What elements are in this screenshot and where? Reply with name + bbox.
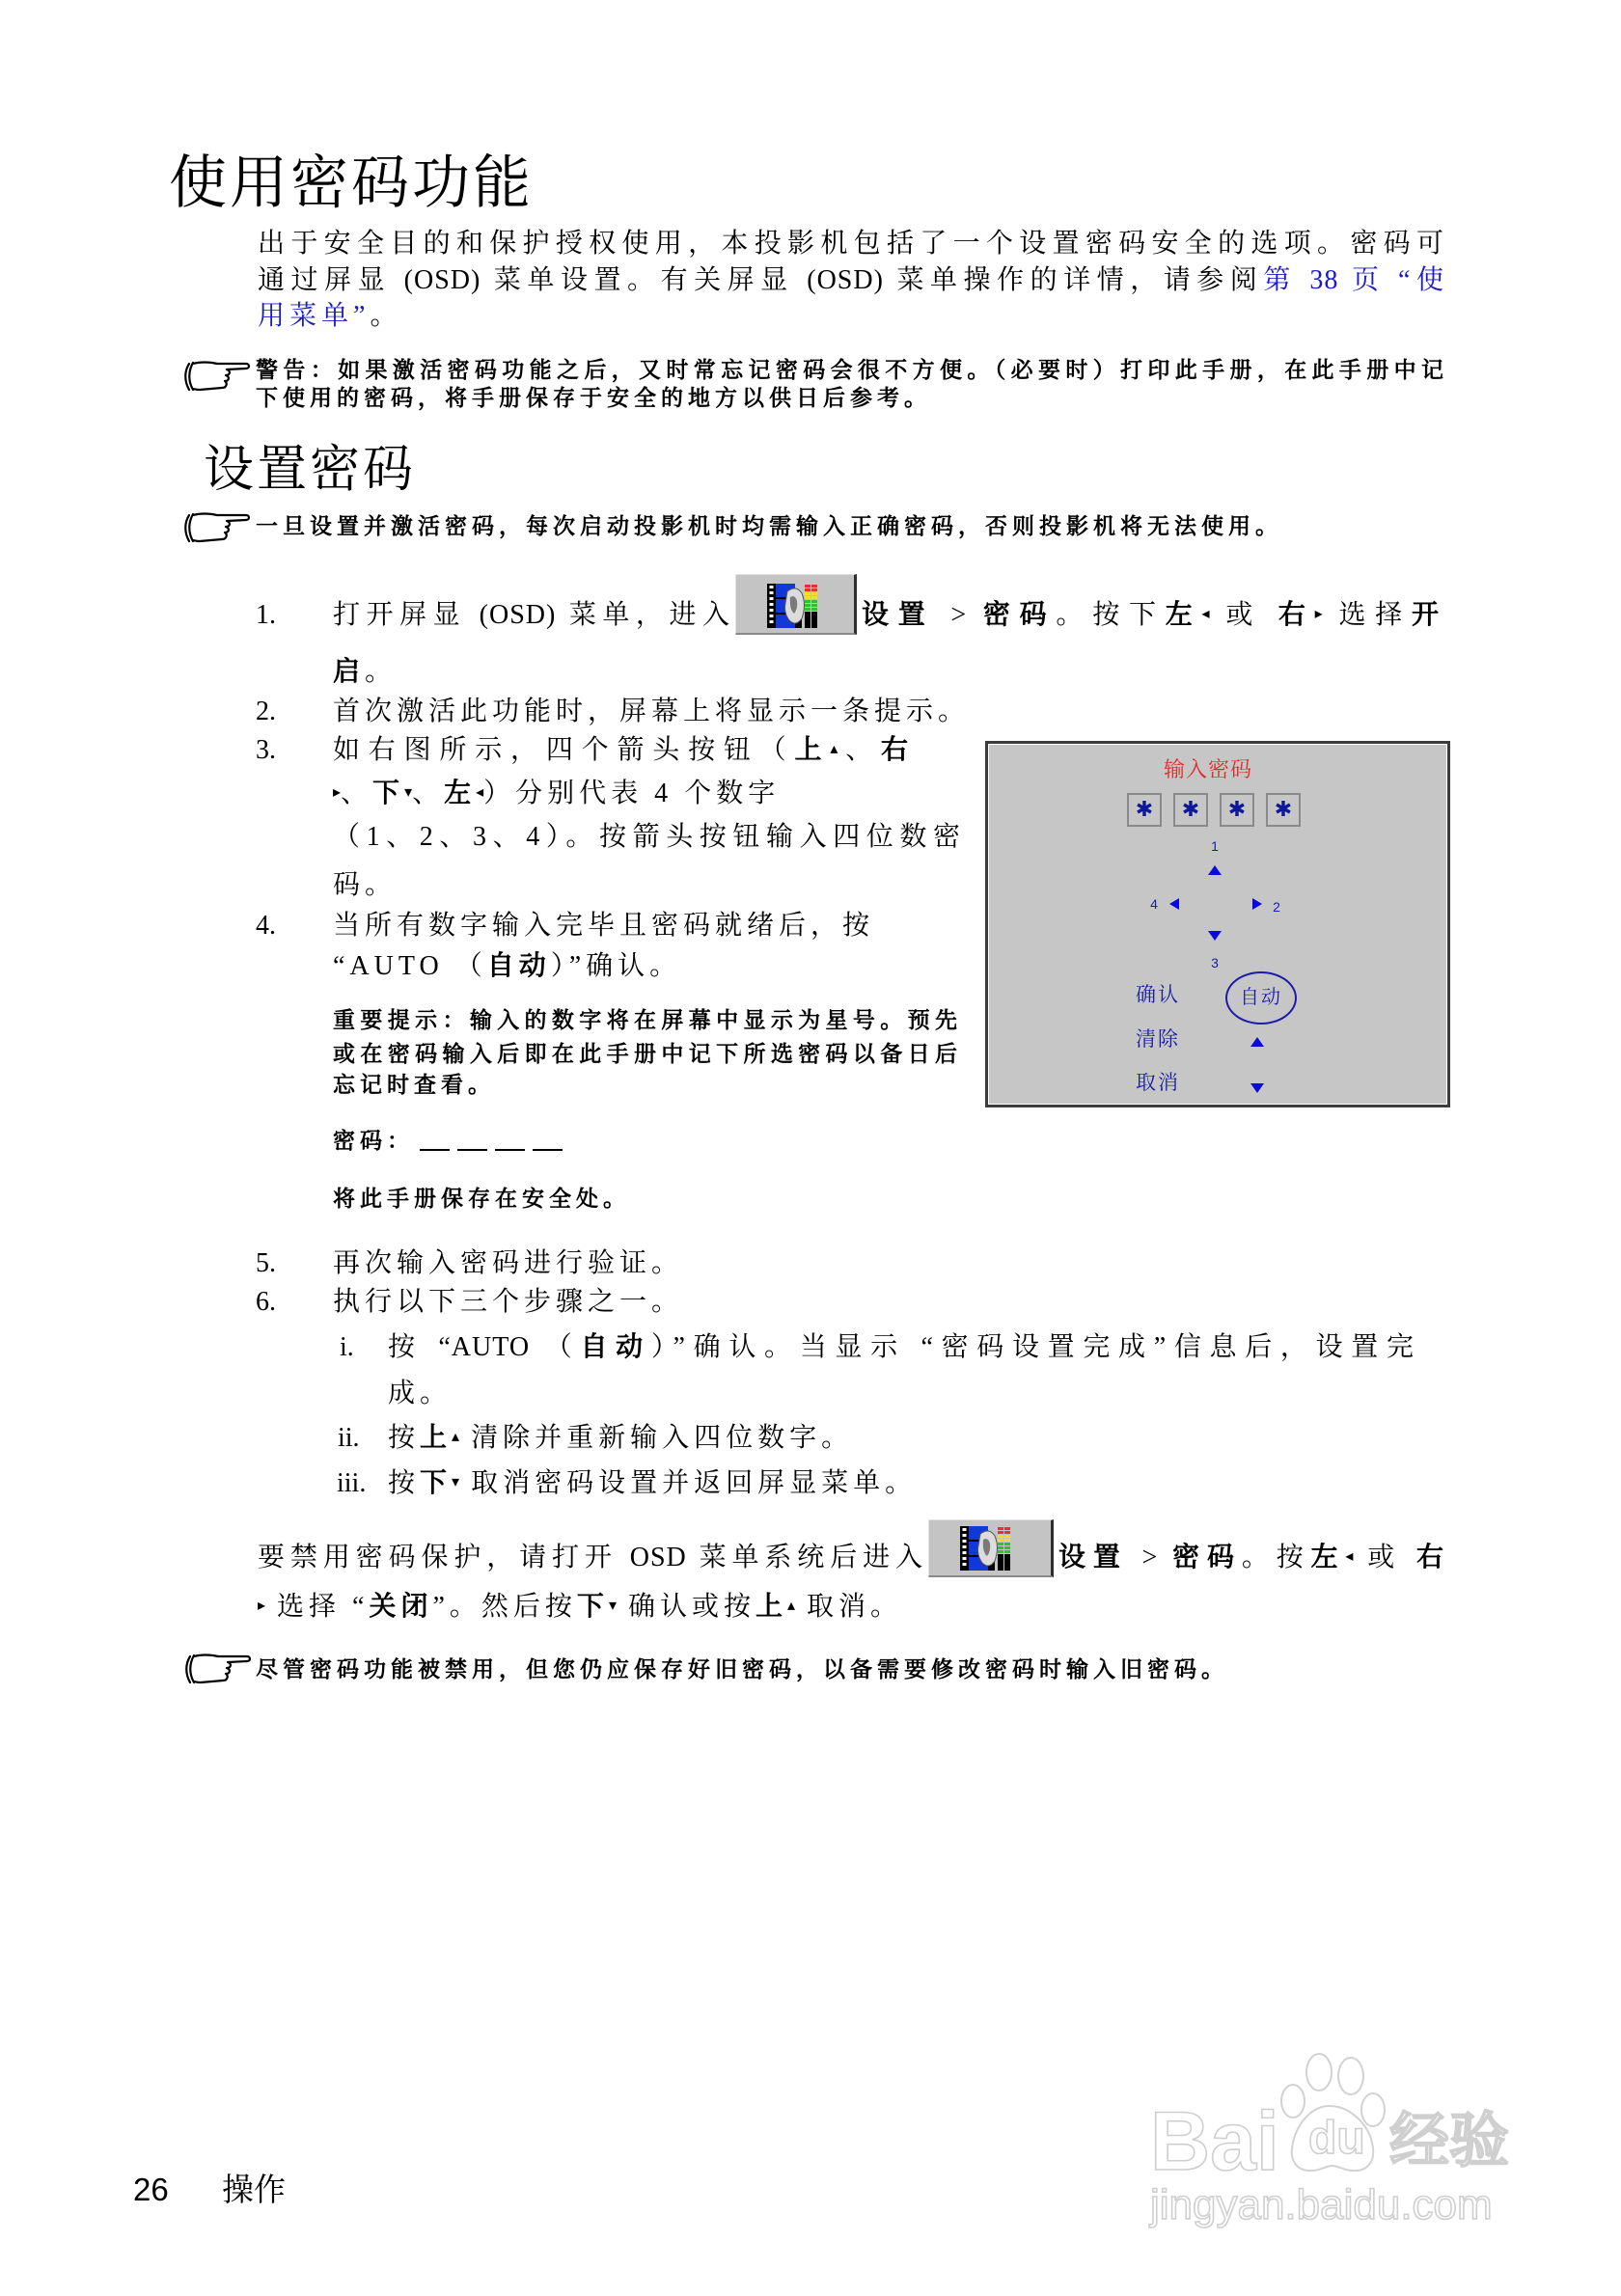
text: ）”确认。 [550, 951, 682, 981]
digit-right-label: 2 [1273, 899, 1280, 915]
text: 清除并重新输入四位数字。 [459, 1423, 854, 1453]
asterisk-icon: ✱ [1181, 798, 1200, 822]
password-record-line [333, 1126, 570, 1155]
substep-i-line-1 [388, 1330, 1415, 1365]
right-arrow-icon: ▸ [1314, 604, 1323, 622]
option-off: 关闭 [369, 1592, 433, 1622]
text: 确认或按 [616, 1592, 756, 1622]
step-3-line-4: 码。 [333, 870, 398, 900]
digit-left-label: 4 [1150, 896, 1158, 912]
auto-key-label: 自动 [580, 1332, 651, 1362]
password-blank [457, 1149, 487, 1151]
substep-ii-text [388, 1421, 853, 1456]
up-arrow-icon: ▴ [830, 739, 838, 757]
step-number: 5. [256, 1248, 276, 1278]
intro-line-2 [258, 263, 1444, 298]
warning-line-1: 警告：如果激活密码功能之后，又时常忘记密码会很不方便。（必要时）打印此手册，在此手册中记 [256, 357, 1444, 382]
text: ”。然后按 [432, 1592, 577, 1622]
pointing-hand-icon-graphic [182, 511, 252, 544]
right-arrow-icon [1252, 898, 1262, 910]
step-1-text: 打开屏显 (OSD) 菜单，进入 [333, 600, 730, 630]
disable-text: 要禁用密码保护，请打开 OSD 菜单系统后进入 [258, 1543, 923, 1572]
activation-note-text: 一旦设置并激活密码，每次启动投影机时均需输入正确密码，否则投影机将无法使用。 [256, 513, 1282, 538]
text: 按 [388, 1468, 421, 1498]
down-arrow-icon: ▾ [404, 782, 413, 801]
key-down: 下 [576, 1592, 609, 1622]
up-arrow-icon: ▴ [452, 1427, 460, 1445]
menu-page-link[interactable]: 第 38 页 “使 [1263, 265, 1444, 295]
up-arrow-icon [1208, 865, 1222, 875]
step-1-wrap [333, 655, 397, 690]
asterisk-icon: ✱ [1227, 798, 1247, 822]
dialog-title: 输入密码 [1163, 757, 1252, 781]
text: 、 [412, 779, 445, 808]
key-left: 左 [1165, 600, 1202, 630]
text: 或 [1209, 600, 1278, 630]
cancel-label: 取消 [1136, 1072, 1180, 1094]
key-up: 上 [755, 1592, 787, 1622]
text: 如右图所示，四个箭头按钮（ [333, 735, 795, 765]
substep-iii-text [388, 1466, 917, 1501]
save-manual-note: 将此手册保存在安全处。 [333, 1186, 630, 1211]
substep-number: ii. [338, 1423, 360, 1453]
step-1-text-after-icon [862, 598, 1440, 633]
footer-section-name: 操作 [222, 2172, 286, 2207]
password-digit-box [1266, 793, 1301, 827]
key-left: 左 [444, 779, 477, 808]
text: “AUTO （ [333, 951, 487, 981]
left-arrow-icon: ◂ [476, 782, 484, 801]
step-2-text: 首次激活此功能时，屏幕上将显示一条提示。 [333, 697, 971, 726]
key-right: 右 [1278, 600, 1315, 630]
option-on-cont: 启 [333, 657, 366, 687]
menu-path-password: 密码 [982, 600, 1057, 630]
menu-path-setup: 设置 [862, 600, 935, 630]
step-number: 2. [256, 697, 276, 726]
pointing-hand-icon [182, 360, 252, 397]
left-arrow-icon: ◂ [1201, 604, 1210, 622]
pointing-hand-icon [182, 511, 252, 549]
asterisk-icon: ✱ [1274, 798, 1293, 822]
down-triangle-icon [1250, 1083, 1264, 1093]
step-5-text: 再次输入密码进行验证。 [333, 1248, 684, 1278]
substep-number: iii. [337, 1468, 367, 1498]
important-note-line-1: 重要提示：输入的数字将在屏幕中显示为星号。预先 [333, 1007, 958, 1032]
down-arrow-icon: ▾ [608, 1596, 617, 1614]
down-arrow-icon [1208, 931, 1222, 941]
disabled-note-text: 尽管密码功能被禁用，但您仍应保存好旧密码，以备需要修改密码时输入旧密码。 [256, 1656, 1228, 1681]
important-note-line-2: 或在密码输入后即在此手册中记下所选密码以备日后 [333, 1041, 958, 1066]
password-digit-box [1173, 793, 1208, 827]
key-down: 下 [372, 779, 405, 808]
intro-text: 通过屏显 (OSD) 菜单设置。有关屏显 (OSD) 菜单操作的详情，请参阅 [258, 265, 1264, 295]
digit-down-label: 3 [1211, 955, 1219, 970]
up-triangle-icon [1250, 1037, 1264, 1047]
intro-line-3 [258, 299, 401, 334]
key-down: 下 [420, 1468, 453, 1498]
step-3-line-1 [333, 733, 909, 768]
right-arrow-icon: ▸ [258, 1596, 266, 1614]
key-right: 右 [880, 735, 909, 765]
key-up: 上 [420, 1423, 453, 1453]
pointing-hand-icon-graphic [182, 360, 252, 393]
text: ）分别代表 4 个数字 [483, 779, 781, 808]
watermark-url: jingyan.baidu.com [1150, 2181, 1493, 2228]
left-arrow-icon [1169, 898, 1179, 910]
disable-text-after-icon [1058, 1541, 1444, 1575]
password-digit-box [1220, 793, 1254, 827]
substep-i-line-2: 成。 [388, 1379, 453, 1408]
password-blank [420, 1149, 450, 1151]
setup-menu-icon [928, 1519, 1054, 1577]
text: 按 “AUTO （ [388, 1332, 581, 1362]
asterisk-icon: ✱ [1135, 798, 1154, 822]
intro-line-1: 出于安全目的和保护授权使用，本投影机包括了一个设置密码安全的选项。密码可 [258, 229, 1444, 259]
intro-tail: 。 [370, 301, 402, 331]
text: 按 [388, 1423, 421, 1453]
up-arrow-icon: ▴ [787, 1596, 796, 1614]
password-blank [495, 1149, 525, 1151]
setup-menu-icon-graphic [960, 1526, 1012, 1571]
key-left: 左 [1310, 1543, 1346, 1572]
down-arrow-icon: ▾ [452, 1472, 460, 1490]
pointing-hand-icon-graphic [183, 1653, 253, 1685]
password-blank [533, 1149, 563, 1151]
substep-number: i. [340, 1332, 354, 1362]
step-4-line-2 [333, 949, 681, 984]
text: 或 [1353, 1543, 1416, 1572]
path-separator: > [934, 600, 983, 630]
step-number: 3. [256, 735, 276, 765]
text: 。按下 [1056, 600, 1166, 630]
key-right: 右 [1415, 1543, 1444, 1572]
password-label: 密码： [333, 1128, 414, 1153]
page-number: 26 [133, 2172, 169, 2207]
watermark-brand-paw-text: du [1308, 2113, 1365, 2164]
disable-line-2 [258, 1590, 902, 1625]
key-up: 上 [794, 735, 831, 765]
left-arrow-icon: ◂ [1345, 1546, 1354, 1565]
confirm-label: 确认 [1136, 984, 1180, 1006]
menu-path-setup: 设置 [1058, 1543, 1128, 1572]
text: 。 [365, 657, 398, 687]
digit-up-label: 1 [1211, 838, 1219, 854]
watermark-brand-cn: 经验 [1389, 2108, 1510, 2174]
text: ）”确认。当显示 “密码设置完成”信息后，设置完 [650, 1332, 1415, 1362]
menu-path-password: 密码 [1172, 1543, 1242, 1572]
page-title: 使用密码功能 [169, 150, 534, 215]
warning-line-2: 下使用的密码，将手册保存于安全的地方以供日后参考。 [256, 385, 931, 410]
password-entry-dialog [985, 741, 1450, 1107]
menu-page-link-cont[interactable]: 用菜单” [258, 301, 371, 331]
step-number: 4. [256, 911, 276, 941]
section-title: 设置密码 [204, 442, 417, 498]
step-4-line-1: 当所有数字输入完毕且密码就绪后，按 [333, 911, 875, 941]
step-3-line-2 [333, 777, 780, 811]
text: 。按 [1241, 1543, 1311, 1572]
step-number: 6. [256, 1287, 276, 1317]
text: 选择 “ [265, 1592, 370, 1622]
text: 取消密码设置并返回屏显菜单。 [459, 1468, 918, 1498]
right-arrow-icon: ▸ [333, 782, 342, 801]
password-digit-box [1127, 793, 1162, 827]
setup-menu-icon [735, 574, 857, 635]
auto-key-label: 自动 [486, 951, 551, 981]
step-3-line-3: （1、2、3、4）。按箭头按钮输入四位数密 [333, 822, 961, 852]
baidu-jingyan-watermark [1148, 2050, 1534, 2243]
step-number: 1. [256, 600, 276, 630]
watermark-brand-left: Bai [1150, 2095, 1279, 2188]
text: 、 [341, 779, 373, 808]
auto-key-oval: 自动 [1225, 971, 1297, 1025]
text: 取消。 [795, 1592, 903, 1622]
option-on: 开 [1411, 600, 1440, 630]
important-note-line-3: 忘记时查看。 [333, 1072, 495, 1097]
clear-label: 清除 [1136, 1028, 1180, 1051]
step-6-text: 执行以下三个步骤之一。 [333, 1287, 684, 1317]
text: 、 [838, 735, 881, 765]
path-separator: > [1127, 1543, 1173, 1572]
setup-menu-icon-graphic [767, 584, 819, 628]
text: 选择 [1322, 600, 1412, 630]
pointing-hand-icon [183, 1653, 253, 1690]
